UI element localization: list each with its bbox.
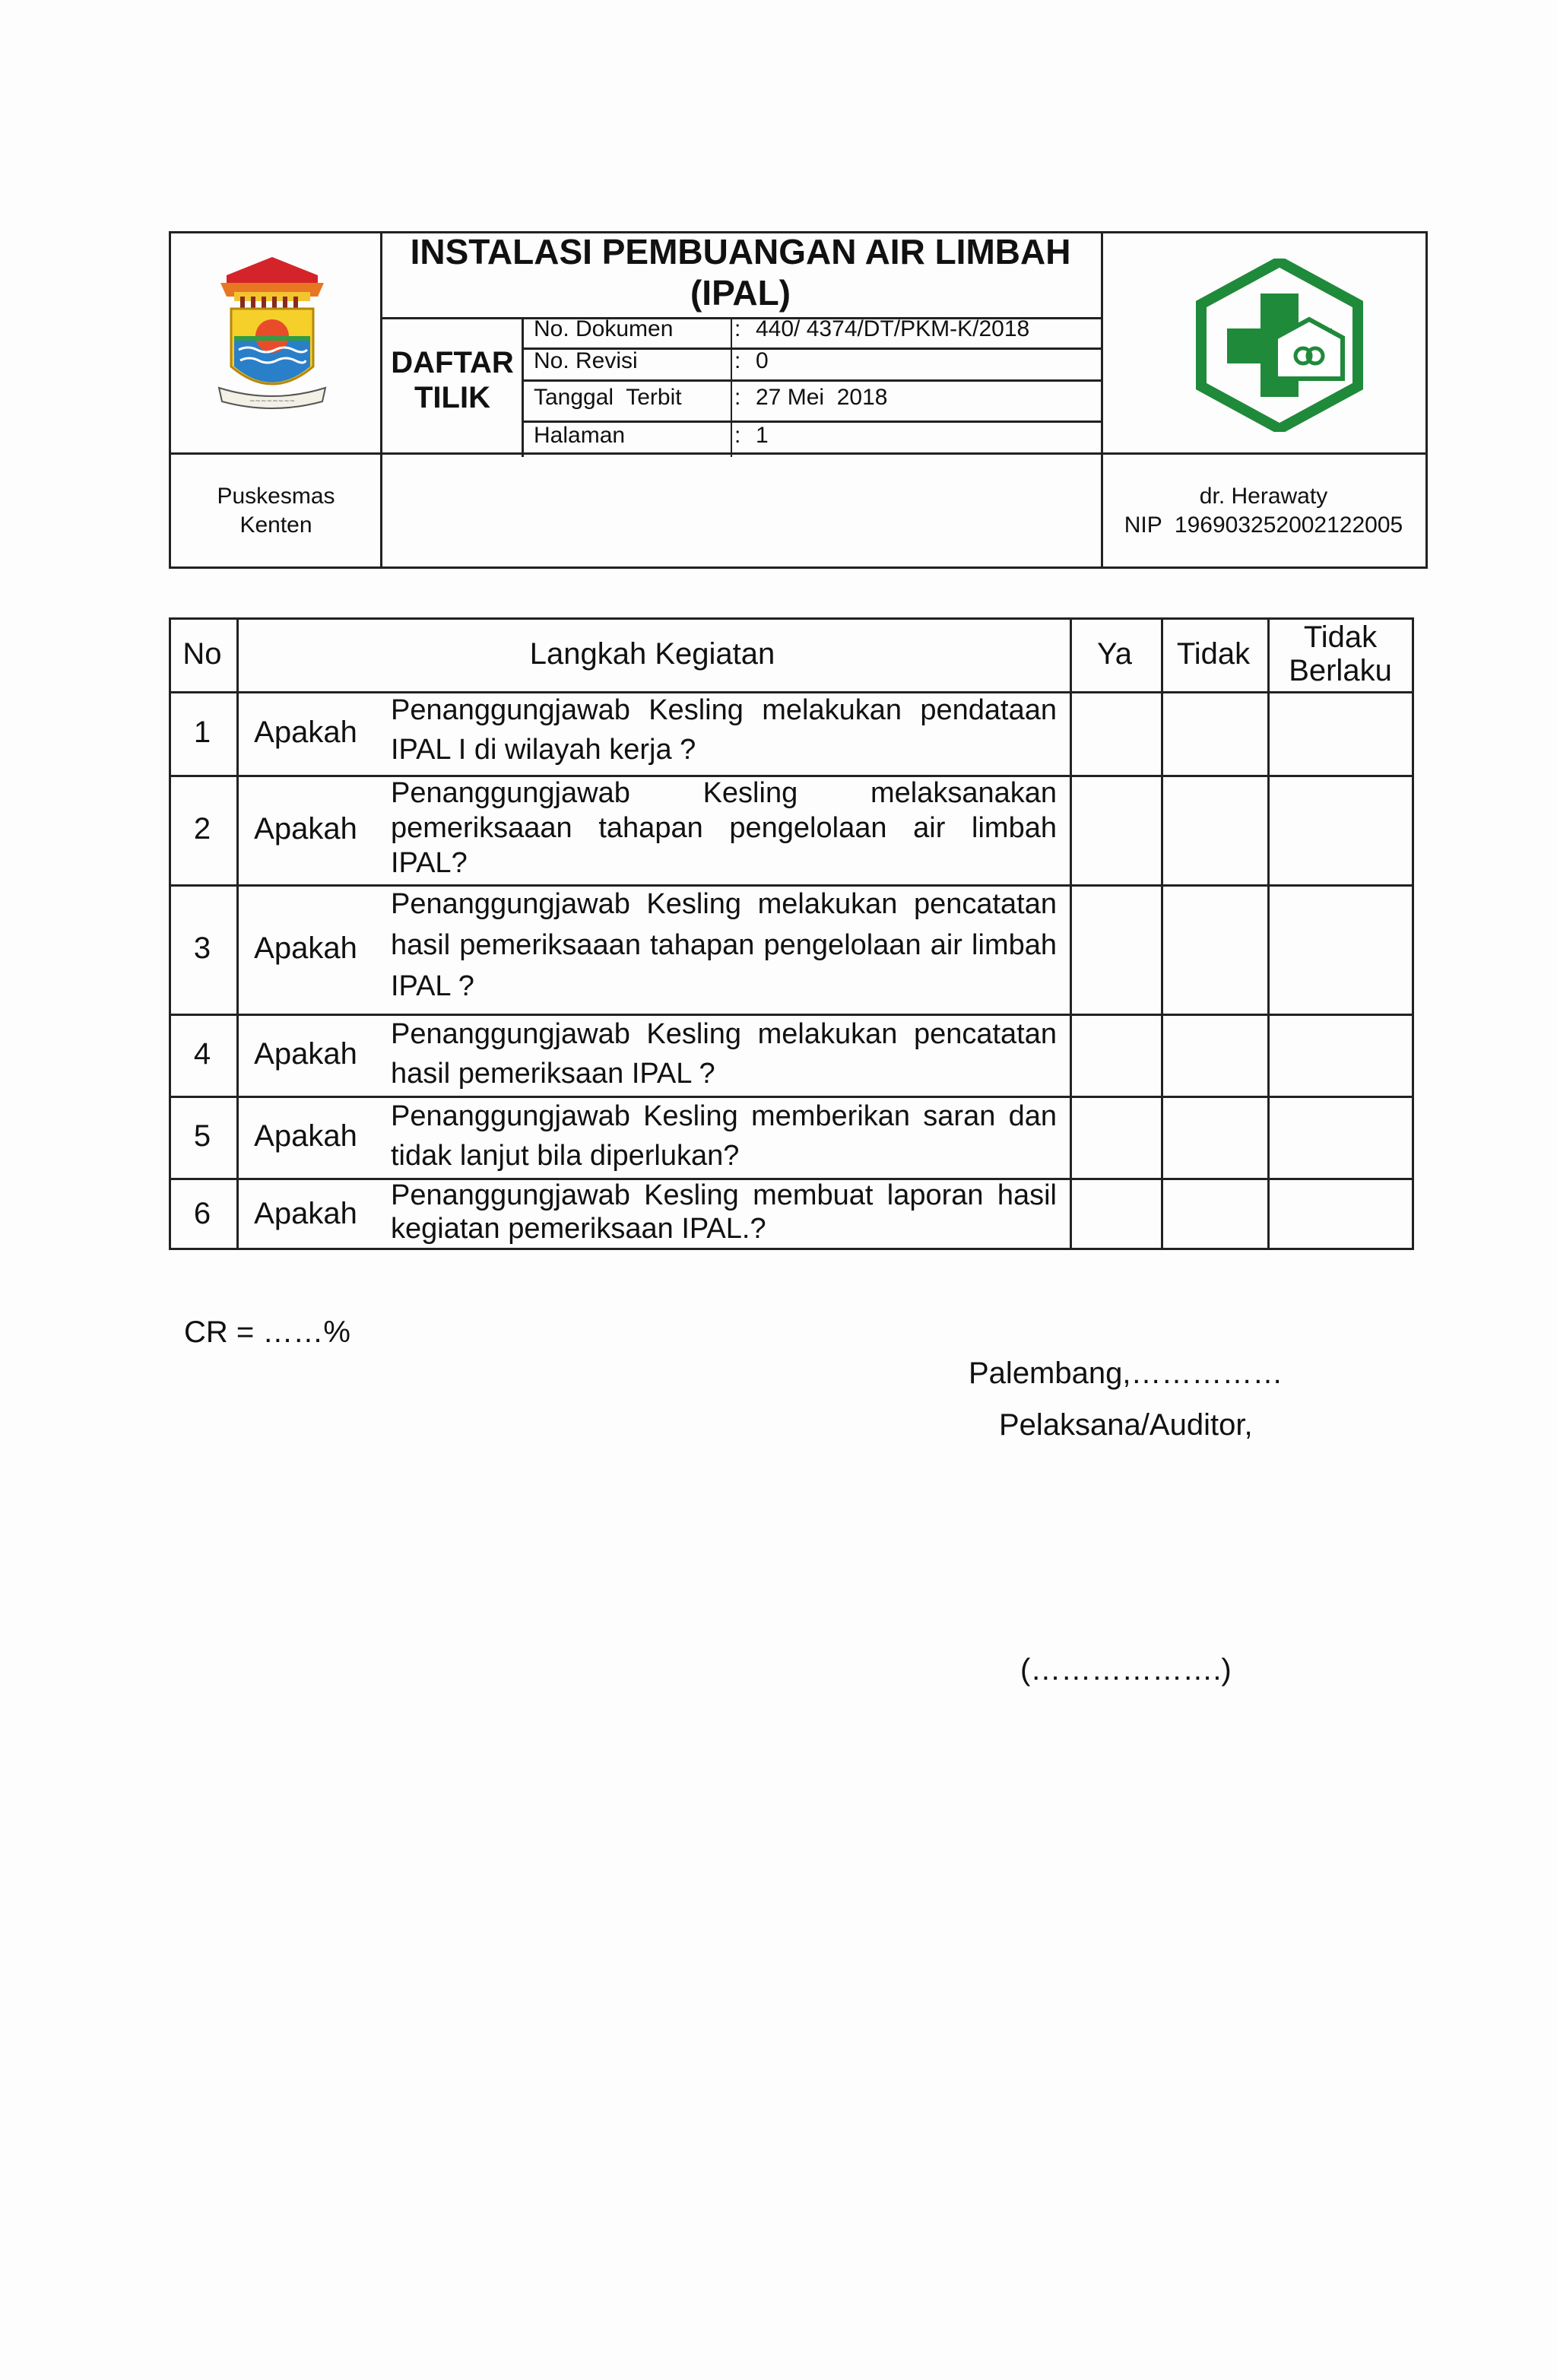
meta-sep: : [734,348,741,373]
column-header-not-applicable-line-2: Berlaku [1289,654,1392,687]
meta-sep: : [734,423,741,448]
meta-label-page: Halaman [534,423,626,448]
column-header-yes: Ya [1097,636,1132,671]
row-prefix: Apakah [254,1119,357,1153]
row-number: 2 [193,811,211,846]
meta-value-document-number: 440/ 4374/DT/PKM-K/2018 [756,316,1030,341]
row-question: Penanggungjawab Kesling melakukan pendataan IPAL I di wilayah kerja ? [391,694,1057,766]
row-prefix: Apakah [254,811,357,846]
document-type [380,345,525,415]
row-question: Penanggungjawab Kesling melaksanakan pemeriksaaan tahapan pengelolaan air limbah IPAL? [391,777,1057,879]
meta-sep: : [734,385,741,410]
meta-value-revision: 0 [756,348,769,373]
row-prefix: Apakah [254,931,357,965]
meta-sep: : [734,316,741,341]
compliance-rate: CR = ……% [184,1315,350,1349]
meta-label-issue-date: Tanggal Terbit [534,385,682,410]
organization-name [173,482,379,540]
head-nip: NIP 196903252002122005 [1124,512,1403,538]
column-header-not-applicable [1267,617,1414,690]
title-line-1: INSTALASI PEMBUANGAN AIR LIMBAH [410,232,1071,271]
title-line-2: (IPAL) [690,273,791,313]
column-header-no: No [182,636,222,671]
row-question: Penanggungjawab Kesling melakukan pencatatan hasil pemeriksaan IPAL ? [391,1018,1057,1090]
document-type-line-2: TILIK [414,381,490,414]
row-prefix: Apakah [254,715,357,749]
column-header-not-applicable-line-1: Tidak [1303,620,1378,654]
meta-label-document-number: No. Dokumen [534,316,674,341]
row-number: 1 [193,715,211,749]
signature-placeholder: (……………….) [1020,1653,1232,1687]
column-header-no-answer: Tidak [1176,636,1251,671]
head-name: dr. Herawaty [1199,484,1328,509]
meta-value-page: 1 [756,423,769,448]
meta-label-revision: No. Revisi [534,348,638,373]
row-question: Penanggungjawab Kesling melakukan pencatatan hasil pemeriksaaan tahapan pengelolaan air limbah IPAL ? [391,888,1057,1002]
row-number: 3 [193,931,211,965]
row-question: Penanggungjawab Kesling memberikan saran dan tidak lanjut bila diperlukan? [391,1100,1057,1172]
puskesmas-green-cross-icon [1195,259,1364,432]
place-date: Palembang,…………… [969,1357,1283,1390]
meta-value-issue-date: 27 Mei 2018 [756,385,888,410]
row-number: 5 [193,1119,211,1153]
row-prefix: Apakah [254,1196,357,1230]
head-of-center [1104,482,1423,540]
row-question: Penanggungjawab Kesling membuat laporan hasil kegiatan pemeriksaan IPAL.? [391,1179,1057,1245]
organization-line-1: Puskesmas [217,484,335,509]
row-number: 4 [193,1036,211,1071]
auditor-role: Pelaksana/Auditor, [999,1408,1253,1442]
row-number: 6 [193,1196,211,1230]
organization-line-2: Kenten [239,512,312,538]
palembang-city-emblem-icon [204,252,341,420]
svg-text:~~~~~~~~: ~~~~~~~~ [249,398,296,405]
document-title [380,231,1101,313]
document-type-line-1: DAFTAR [391,346,514,379]
row-prefix: Apakah [254,1036,357,1071]
column-header-activity: Langkah Kegiatan [529,636,775,671]
